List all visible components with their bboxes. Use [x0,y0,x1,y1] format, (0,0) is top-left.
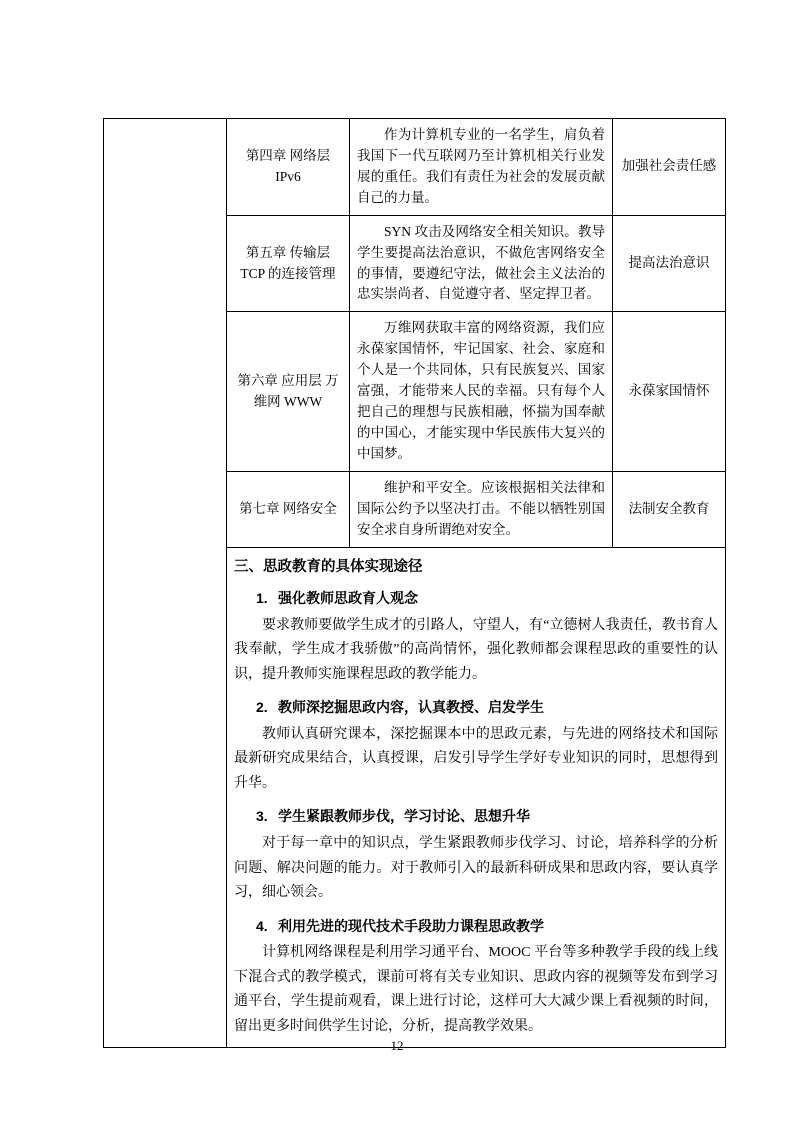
table-row [104,119,726,216]
subsection-heading-2 [234,697,718,719]
body-paragraph: 作为计算机专业的一名学生，肩负着我国下一代互联网乃至计算机相关行业发展的重任。我们有责任为社会的发展贡献自己的力量。 [357,127,605,205]
subsection-paragraph-4: 计算机网络课程是利用学习通平台、MOOC 平台等多种教学手段的线上线下混合式的教学模式，课前可将有关专业知识、思政内容的视频等发布到学习通平台，学生提前观看，课上进行讨论，这样可大大减少课上看视频的时间，留出更多时间供学生讨论，分析，提高教学效果。 [234,945,718,1034]
body-paragraph: SYN 攻击及网络安全相关知识。教导学生要提高法治意识，不做危害网络安全的事情，要遵纪守法，做社会主义法治的忠实崇尚者、自觉遵守者、坚定捍卫者。 [357,223,605,302]
subsection-paragraph-2: 教师认真研究课本，深挖掘课本中的思政元素，与先进的网络技术和国际最新研究成果结合，认真授课，启发引导学生学好专业知识的同时，思想得到升华。 [234,726,718,791]
subsection-text-1: 强化教师思政育人观念 [278,590,418,607]
page-content [103,118,718,1048]
subsection-paragraph-1: 要求教师要做学生成才的引路人，守望人，有“立德树人我责任，教书育人我奉献，学生成才我骄傲”的高尚情怀，强化教师都会课程思政的重要性的认识，提升教师实施课程思政的教学能力。 [234,617,718,682]
body-paragraph: 维护和平安全。应该根据相关法律和国际公约予以坚决打击。不能以牺牲别国安全求自身所谓绝对安全。 [357,479,605,537]
goal-cell: 法制安全教育 [613,471,726,547]
subsection-text-4: 利用先进的现代技术手段助力课程思政教学 [278,917,544,934]
body-cell [350,312,613,471]
page-number: 12 [390,1038,404,1053]
section-title: 三、思政教育的具体实现途径 [234,558,423,575]
section-cell [227,547,726,1048]
subsection-number-2: 2. [256,699,268,716]
body-paragraph: 万维网获取丰富的网络资源，我们应永葆家国情怀，牢记国家、社会、家庭和个人是一个共同体，只有民族复兴、国家富强，才能带来人民的幸福。只有每个人把自己的理想与民族相融，怀揣为国奉献的中国心，才能实现中华民族伟大复兴的中国梦。 [357,320,605,461]
body-cell [350,471,613,547]
subsection-heading-3 [234,806,718,828]
goal-cell: 永葆家国情怀 [613,312,726,471]
body-cell [350,119,613,216]
goal-cell: 加强社会责任感 [613,119,726,216]
subsection-heading-1 [234,588,718,610]
subsection-text-3: 学生紧跟教师步伐，学习讨论、思想升华 [278,808,530,825]
chapter-cell: 第七章 网络安全 [227,471,350,547]
subsection-heading-4 [234,916,718,938]
body-cell [350,215,613,312]
chapter-cell: 第六章 应用层 万维网 WWW [227,312,350,471]
subsection-paragraph-3: 对于每一章中的知识点，学生紧跟教师步伐学习、讨论，培养科学的分析问题、解决问题的能力。对于教师引入的最新科研成果和思政内容，要认真学习，细心领会。 [234,836,718,901]
left-merged-cell [104,119,227,1048]
subsection-number-1: 1. [256,590,268,607]
chapter-cell: 第四章 网络层 IPv6 [227,119,350,216]
subsection-number-3: 3. [256,808,268,825]
chapter-cell: 第五章 传输层 TCP 的连接管理 [227,215,350,312]
goal-cell: 提高法治意识 [613,215,726,312]
course-ideology-table [103,118,726,1048]
subsection-number-4: 4. [256,917,268,934]
subsection-text-2: 教师深挖掘思政内容，认真教授、启发学生 [278,699,544,716]
